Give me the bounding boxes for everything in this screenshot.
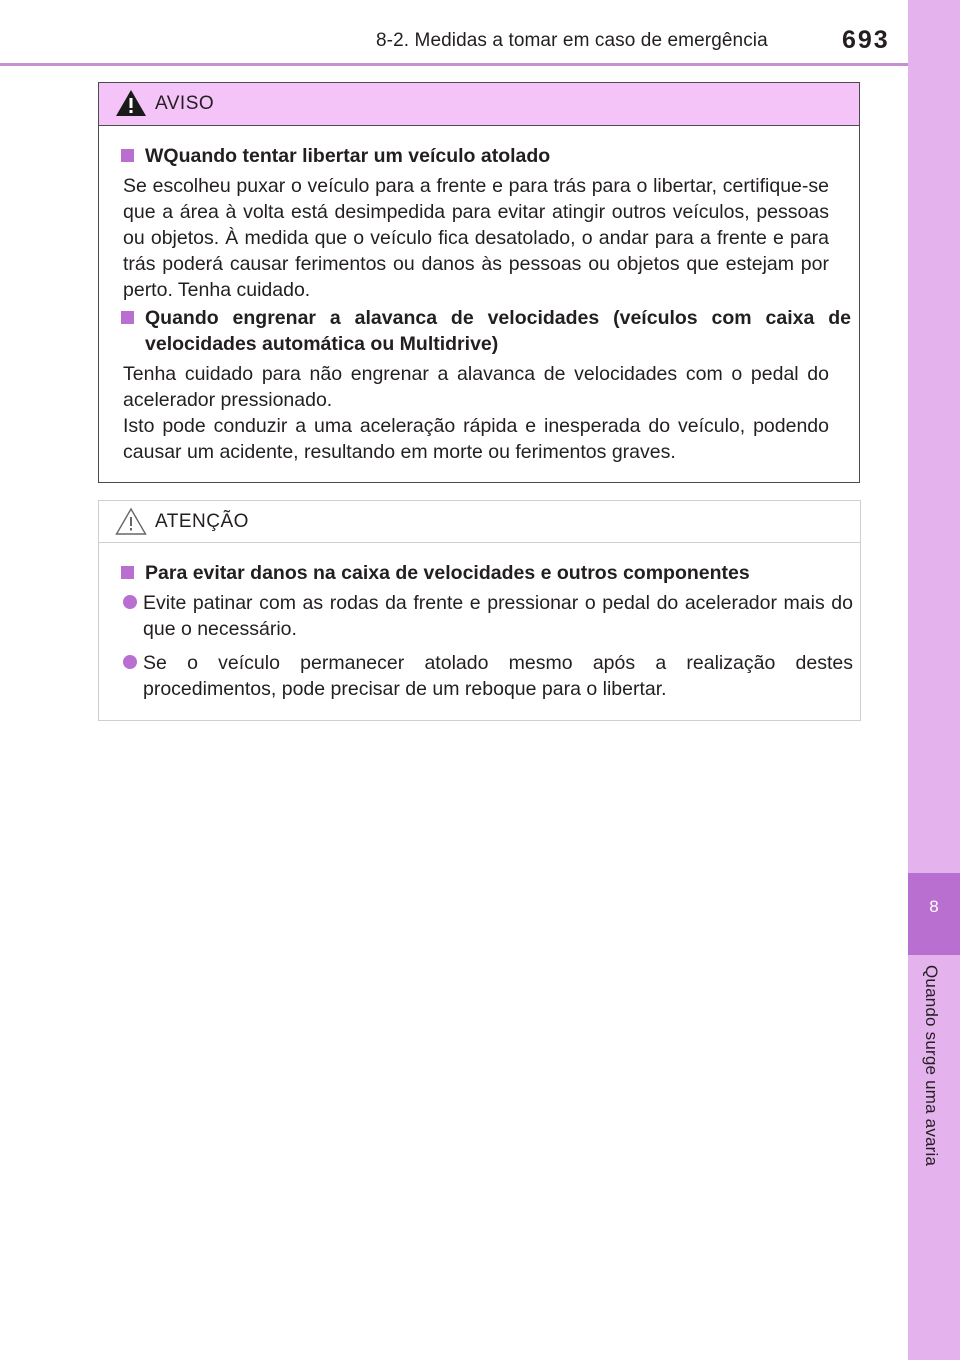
header-rule <box>0 63 908 66</box>
caution-bullet: Evite patinar com as rodas da frente e pressionar o pedal do acelerador mais do que o necessário. <box>123 590 853 642</box>
round-bullet-icon <box>123 655 137 669</box>
caution-item-title: Para evitar danos na caixa de velocidades e outros componentes <box>121 560 750 586</box>
warning-item-text: Tenha cuidado para não engrenar a alavanca de velocidades com o pedal do acelerador pressionado. <box>123 363 829 411</box>
caution-header <box>99 501 860 543</box>
warning-label: AVISO <box>155 93 215 114</box>
warning-item-title: WQuando tentar libertar um veículo atolado <box>121 143 550 169</box>
caution-label: ATENÇÃO <box>155 511 249 532</box>
warning-item-title: Quando engrenar a alavanca de velocidades (veículos com caixa de velocidades automática ou Multidrive) <box>121 305 851 357</box>
section-title: 8-2. Medidas a tomar em caso de emergência <box>376 30 768 51</box>
chapter-number: 8 <box>929 897 939 916</box>
square-bullet-icon <box>121 149 134 162</box>
caution-bullet: Se o veículo permanecer atolado mesmo após a realização destes procedimentos, pode precisar de um reboque para o libertar. <box>123 650 853 702</box>
square-bullet-icon <box>121 566 134 579</box>
chapter-label: Quando surge uma avaria <box>922 965 941 1167</box>
caution-triangle-icon <box>114 506 148 536</box>
caution-box <box>98 500 861 721</box>
warning-item-text: Se escolheu puxar o veículo para a frente e para trás para o libertar, certifique-se que a área à volta está desimpedida para evitar atingir outros veículos, pessoas ou objetos. À medida que o veículo fica desatolado, o andar para a frente e para trás poderá causar ferimentos ou danos às pessoas ou objetos que estejam por perto. Tenha cuidado. <box>123 175 829 301</box>
warning-header <box>99 83 859 126</box>
round-bullet-icon <box>123 595 137 609</box>
square-bullet-icon <box>121 311 134 324</box>
page-number: 693 <box>842 26 890 54</box>
warning-item-text: Isto pode conduzir a uma aceleração rápida e inesperada do veículo, podendo causar um acidente, resultando em morte ou ferimentos graves. <box>123 415 829 463</box>
warning-triangle-icon <box>114 88 148 118</box>
warning-box <box>98 82 860 483</box>
